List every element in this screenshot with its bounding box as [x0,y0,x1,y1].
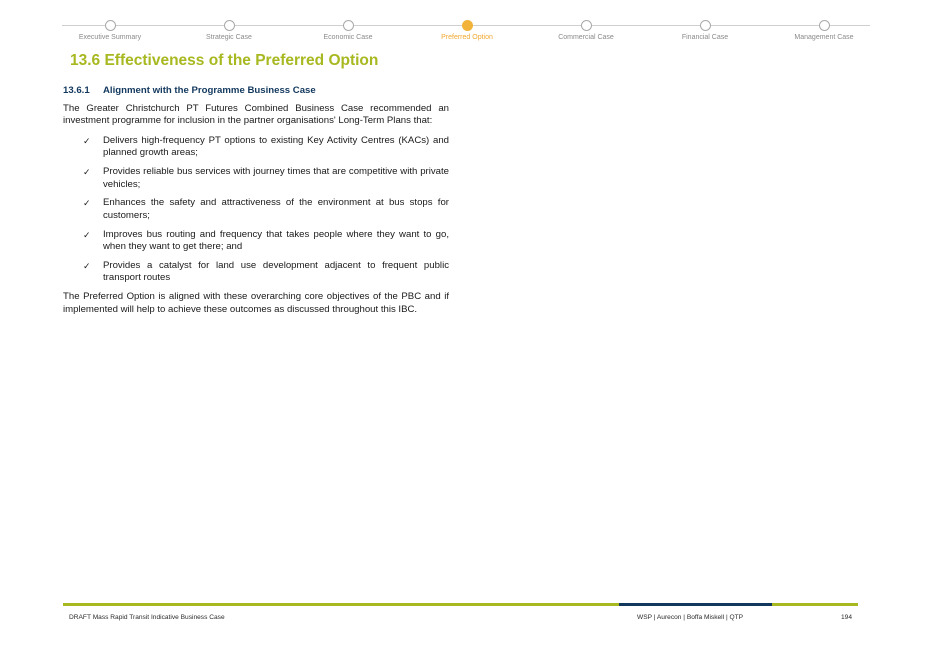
checkmark-icon: ✓ [83,198,91,209]
footer-rule-green-end [772,603,858,606]
section-heading: 13.6 Effectiveness of the Preferred Option [70,52,379,69]
nav-step-economic-case[interactable] [288,18,408,41]
subsection-number: 13.6.1 [63,85,90,96]
nav-step-label: Economic Case [323,34,373,41]
nav-step-preferred-option[interactable] [407,18,527,41]
step-dot-icon [700,20,711,31]
page-number: 194 [841,614,853,621]
nav-step-strategic-case[interactable] [169,18,289,41]
step-dot-icon [343,20,354,31]
objectives-list [63,135,449,285]
list-item: ✓ Provides reliable bus services with journey times that are competitive with private vehicles; [83,166,449,190]
nav-step-label: Commercial Case [558,34,614,41]
list-item: ✓ Delivers high-frequency PT options to existing Key Activity Centres (KACs) and planned growth areas; [83,134,449,159]
checkmark-icon: ✓ [83,229,91,240]
step-dot-icon [224,20,235,31]
list-item: ✓ Improves bus routing and frequency that takes people where they want to go, when they want to get there; and [83,228,449,253]
step-dot-icon [105,20,116,31]
footer-authors: WSP | Aurecon | Boffa Miskell | QTP [637,614,744,621]
footer-rule-green [63,603,619,606]
step-dot-active-icon [462,20,473,31]
list-item: ✓ Enhances the safety and attractiveness of the environment at bus stops for customers; [83,197,449,221]
subsection-heading [63,85,316,96]
checkmark-icon: ✓ [83,167,91,178]
step-dot-icon [581,20,592,31]
checkmark-icon: ✓ [83,261,91,272]
checkmark-icon: ✓ [83,135,91,146]
footer-document-title: DRAFT Mass Rapid Transit Indicative Business Case [69,614,225,621]
body-text [63,103,449,316]
list-item: ✓ Provides a catalyst for land use development adjacent to frequent public transport routes [83,260,449,284]
section-progress-nav [62,18,870,48]
nav-step-financial-case[interactable] [645,18,765,41]
nav-step-commercial-case[interactable] [526,18,646,41]
nav-step-label: Strategic Case [206,34,252,41]
nav-step-label: Financial Case [681,34,729,41]
nav-step-label: Management Case [794,34,854,41]
conclusion-paragraph: The Preferred Option is aligned with these overarching core objectives of the PBC and if implemented will help to achieve these outcomes as discussed throughout this IBC. [63,291,449,315]
subsection-title: Alignment with the Programme Business Case [103,85,316,96]
nav-step-management-case[interactable] [764,18,884,41]
step-dot-icon [819,20,830,31]
footer-rule-navy [619,603,772,606]
nav-step-label: Preferred Option [441,34,493,41]
nav-step-executive-summary[interactable] [50,18,170,41]
nav-step-label: Executive Summary [78,34,142,41]
intro-paragraph: The Greater Christchurch PT Futures Combined Business Case recommended an investment programme for inclusion in the partner organisations' Long-Term Plans that: [63,103,449,127]
